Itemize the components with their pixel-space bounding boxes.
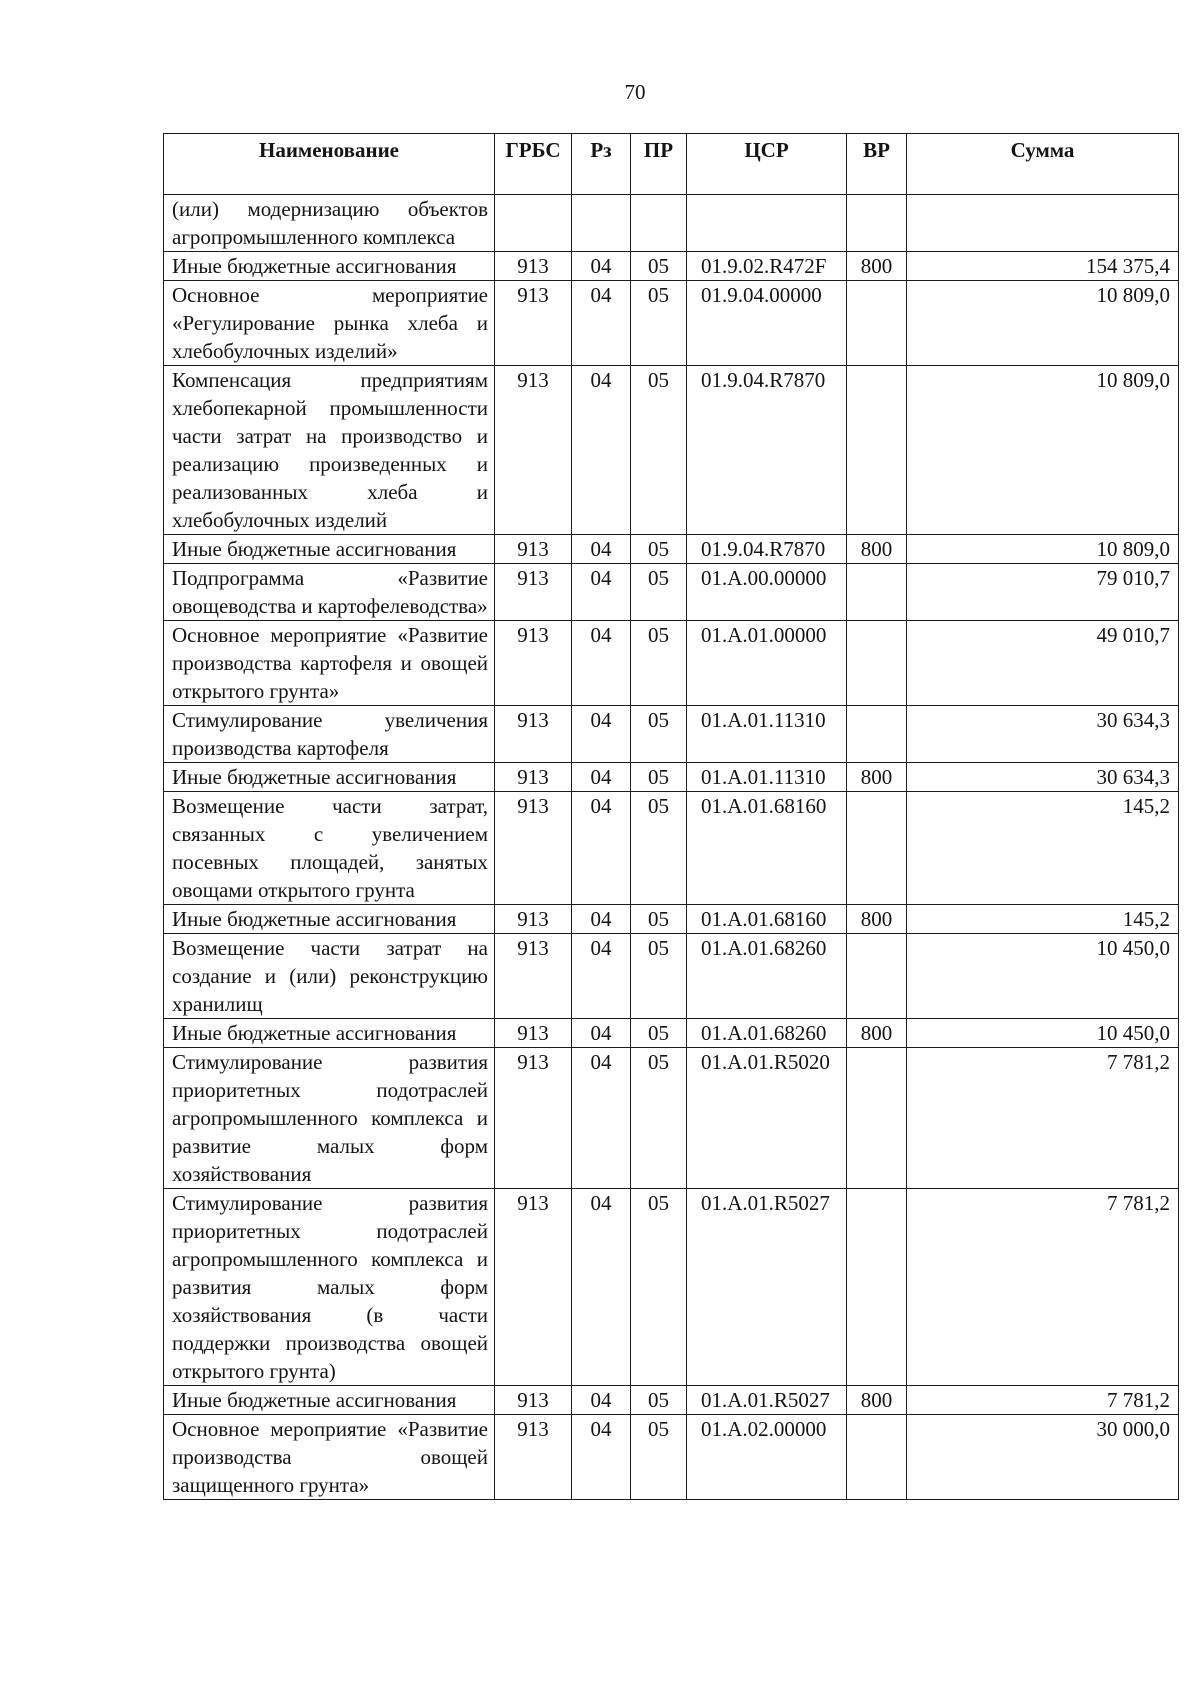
- cell-name: Иные бюджетные ассигнования: [164, 1386, 495, 1415]
- cell-vr: 800: [847, 252, 907, 281]
- table-row: [164, 763, 1179, 792]
- cell-name: Основное мероприятие «Развитие производства овощей защищенного грунта»: [164, 1415, 495, 1500]
- cell-csr: 01.А.00.00000: [687, 564, 847, 621]
- cell-sum: [907, 195, 1179, 252]
- cell-rz: 04: [572, 905, 631, 934]
- cell-sum: 10 450,0: [907, 1019, 1179, 1048]
- cell-rz: 04: [572, 792, 631, 905]
- cell-csr: 01.А.01.R5020: [687, 1048, 847, 1189]
- cell-vr: [847, 1415, 907, 1500]
- cell-rz: 04: [572, 1048, 631, 1189]
- cell-csr: 01.А.01.R5027: [687, 1189, 847, 1386]
- cell-rz: 04: [572, 934, 631, 1019]
- header-sum: Сумма: [907, 134, 1179, 195]
- cell-csr: 01.9.04.R7870: [687, 366, 847, 535]
- cell-pr: 05: [631, 1019, 687, 1048]
- cell-rz: 04: [572, 366, 631, 535]
- cell-rz: 04: [572, 621, 631, 706]
- cell-pr: 05: [631, 366, 687, 535]
- cell-csr: 01.А.01.00000: [687, 621, 847, 706]
- cell-vr: 800: [847, 1019, 907, 1048]
- cell-csr: 01.А.01.68260: [687, 934, 847, 1019]
- cell-grbs: 913: [495, 281, 572, 366]
- table-row: [164, 792, 1179, 905]
- cell-vr: 800: [847, 905, 907, 934]
- cell-pr: 05: [631, 535, 687, 564]
- cell-sum: 10 809,0: [907, 535, 1179, 564]
- cell-name: Иные бюджетные ассигнования: [164, 252, 495, 281]
- cell-pr: 05: [631, 905, 687, 934]
- table-body: [164, 195, 1179, 1500]
- cell-sum: 10 809,0: [907, 366, 1179, 535]
- cell-grbs: 913: [495, 1019, 572, 1048]
- table-row: [164, 1019, 1179, 1048]
- cell-pr: 05: [631, 621, 687, 706]
- cell-name: Возмещение части затрат на создание и (или) реконструкцию хранилищ: [164, 934, 495, 1019]
- cell-grbs: 913: [495, 366, 572, 535]
- cell-vr: [847, 195, 907, 252]
- table-row: [164, 1386, 1179, 1415]
- cell-csr: 01.А.01.R5027: [687, 1386, 847, 1415]
- cell-sum: 10 809,0: [907, 281, 1179, 366]
- cell-grbs: 913: [495, 252, 572, 281]
- cell-sum: 79 010,7: [907, 564, 1179, 621]
- cell-pr: 05: [631, 763, 687, 792]
- header-rz: Рз: [572, 134, 631, 195]
- cell-name: Основное мероприятие «Развитие производства картофеля и овощей открытого грунта»: [164, 621, 495, 706]
- table-row: [164, 281, 1179, 366]
- cell-grbs: 913: [495, 564, 572, 621]
- cell-sum: 10 450,0: [907, 934, 1179, 1019]
- cell-name: Иные бюджетные ассигнования: [164, 1019, 495, 1048]
- cell-sum: 7 781,2: [907, 1386, 1179, 1415]
- cell-vr: 800: [847, 763, 907, 792]
- cell-name: Компенсация предприятиям хлебопекарной промышленности части затрат на производство и реализацию произведенных и реализованных хлеба и хлебобулочных изделий: [164, 366, 495, 535]
- cell-csr: 01.А.01.11310: [687, 763, 847, 792]
- cell-pr: 05: [631, 252, 687, 281]
- table-row: [164, 706, 1179, 763]
- cell-rz: 04: [572, 1189, 631, 1386]
- table-row: [164, 564, 1179, 621]
- cell-csr: 01.А.01.68260: [687, 1019, 847, 1048]
- cell-grbs: 913: [495, 905, 572, 934]
- cell-grbs: 913: [495, 1415, 572, 1500]
- cell-csr: 01.А.01.11310: [687, 706, 847, 763]
- page-number: 70: [624, 80, 646, 104]
- cell-rz: 04: [572, 763, 631, 792]
- cell-pr: 05: [631, 1415, 687, 1500]
- cell-rz: 04: [572, 1019, 631, 1048]
- cell-sum: 30 634,3: [907, 706, 1179, 763]
- cell-rz: 04: [572, 535, 631, 564]
- cell-name: Стимулирование увеличения производства картофеля: [164, 706, 495, 763]
- table-row: [164, 535, 1179, 564]
- cell-name: Возмещение части затрат, связанных с увеличением посевных площадей, занятых овощами открытого грунта: [164, 792, 495, 905]
- cell-name: Иные бюджетные ассигнования: [164, 535, 495, 564]
- cell-vr: [847, 792, 907, 905]
- cell-name: Стимулирование развития приоритетных подотраслей агропромышленного комплекса и развитие малых форм хозяйствования: [164, 1048, 495, 1189]
- cell-grbs: 913: [495, 934, 572, 1019]
- table-row: [164, 252, 1179, 281]
- cell-name: Подпрограмма «Развитие овощеводства и картофелеводства»: [164, 564, 495, 621]
- cell-grbs: 913: [495, 621, 572, 706]
- cell-sum: 154 375,4: [907, 252, 1179, 281]
- cell-grbs: 913: [495, 1048, 572, 1189]
- header-name: Наименование: [164, 134, 495, 195]
- cell-rz: 04: [572, 1386, 631, 1415]
- header-pr: ПР: [631, 134, 687, 195]
- cell-vr: [847, 1048, 907, 1189]
- cell-name: Основное мероприятие «Регулирование рынка хлеба и хлебобулочных изделий»: [164, 281, 495, 366]
- cell-grbs: 913: [495, 792, 572, 905]
- cell-pr: 05: [631, 1386, 687, 1415]
- header-grbs: ГРБС: [495, 134, 572, 195]
- cell-vr: [847, 1189, 907, 1386]
- cell-pr: 05: [631, 281, 687, 366]
- cell-grbs: 913: [495, 535, 572, 564]
- cell-sum: 49 010,7: [907, 621, 1179, 706]
- cell-csr: 01.А.01.68160: [687, 905, 847, 934]
- cell-pr: 05: [631, 1048, 687, 1189]
- cell-grbs: 913: [495, 1189, 572, 1386]
- cell-csr: [687, 195, 847, 252]
- cell-pr: 05: [631, 934, 687, 1019]
- cell-sum: 7 781,2: [907, 1189, 1179, 1386]
- cell-csr: 01.9.04.R7870: [687, 535, 847, 564]
- cell-rz: 04: [572, 564, 631, 621]
- cell-sum: 7 781,2: [907, 1048, 1179, 1189]
- cell-vr: [847, 934, 907, 1019]
- cell-pr: 05: [631, 792, 687, 905]
- table-row: [164, 1189, 1179, 1386]
- cell-grbs: 913: [495, 706, 572, 763]
- table-row: [164, 1048, 1179, 1189]
- cell-pr: 05: [631, 706, 687, 763]
- table-row: [164, 621, 1179, 706]
- cell-vr: 800: [847, 535, 907, 564]
- cell-grbs: [495, 195, 572, 252]
- cell-sum: 30 634,3: [907, 763, 1179, 792]
- header-vr: ВР: [847, 134, 907, 195]
- cell-grbs: 913: [495, 763, 572, 792]
- cell-pr: [631, 195, 687, 252]
- table-header: [164, 134, 1179, 195]
- cell-rz: 04: [572, 1415, 631, 1500]
- cell-csr: 01.А.02.00000: [687, 1415, 847, 1500]
- cell-vr: [847, 281, 907, 366]
- cell-grbs: 913: [495, 1386, 572, 1415]
- table-row: [164, 366, 1179, 535]
- cell-rz: 04: [572, 252, 631, 281]
- cell-rz: 04: [572, 281, 631, 366]
- header-csr: ЦСР: [687, 134, 847, 195]
- cell-vr: [847, 706, 907, 763]
- budget-table: [163, 133, 1179, 1500]
- cell-rz: 04: [572, 706, 631, 763]
- cell-vr: [847, 621, 907, 706]
- cell-rz: [572, 195, 631, 252]
- table-row: [164, 934, 1179, 1019]
- cell-csr: 01.9.04.00000: [687, 281, 847, 366]
- cell-pr: 05: [631, 564, 687, 621]
- cell-name: (или) модернизацию объектов агропромышленного комплекса: [164, 195, 495, 252]
- table-row: [164, 195, 1179, 252]
- cell-vr: [847, 564, 907, 621]
- cell-sum: 30 000,0: [907, 1415, 1179, 1500]
- cell-name: Иные бюджетные ассигнования: [164, 763, 495, 792]
- table-row: [164, 1415, 1179, 1500]
- cell-sum: 145,2: [907, 905, 1179, 934]
- cell-csr: 01.А.01.68160: [687, 792, 847, 905]
- table-row: [164, 905, 1179, 934]
- cell-vr: 800: [847, 1386, 907, 1415]
- header-row: [164, 134, 1179, 195]
- cell-pr: 05: [631, 1189, 687, 1386]
- cell-csr: 01.9.02.R472F: [687, 252, 847, 281]
- cell-vr: [847, 366, 907, 535]
- cell-name: Стимулирование развития приоритетных подотраслей агропромышленного комплекса и развития малых форм хозяйствования (в части поддержки производства овощей открытого грунта): [164, 1189, 495, 1386]
- cell-sum: 145,2: [907, 792, 1179, 905]
- cell-name: Иные бюджетные ассигнования: [164, 905, 495, 934]
